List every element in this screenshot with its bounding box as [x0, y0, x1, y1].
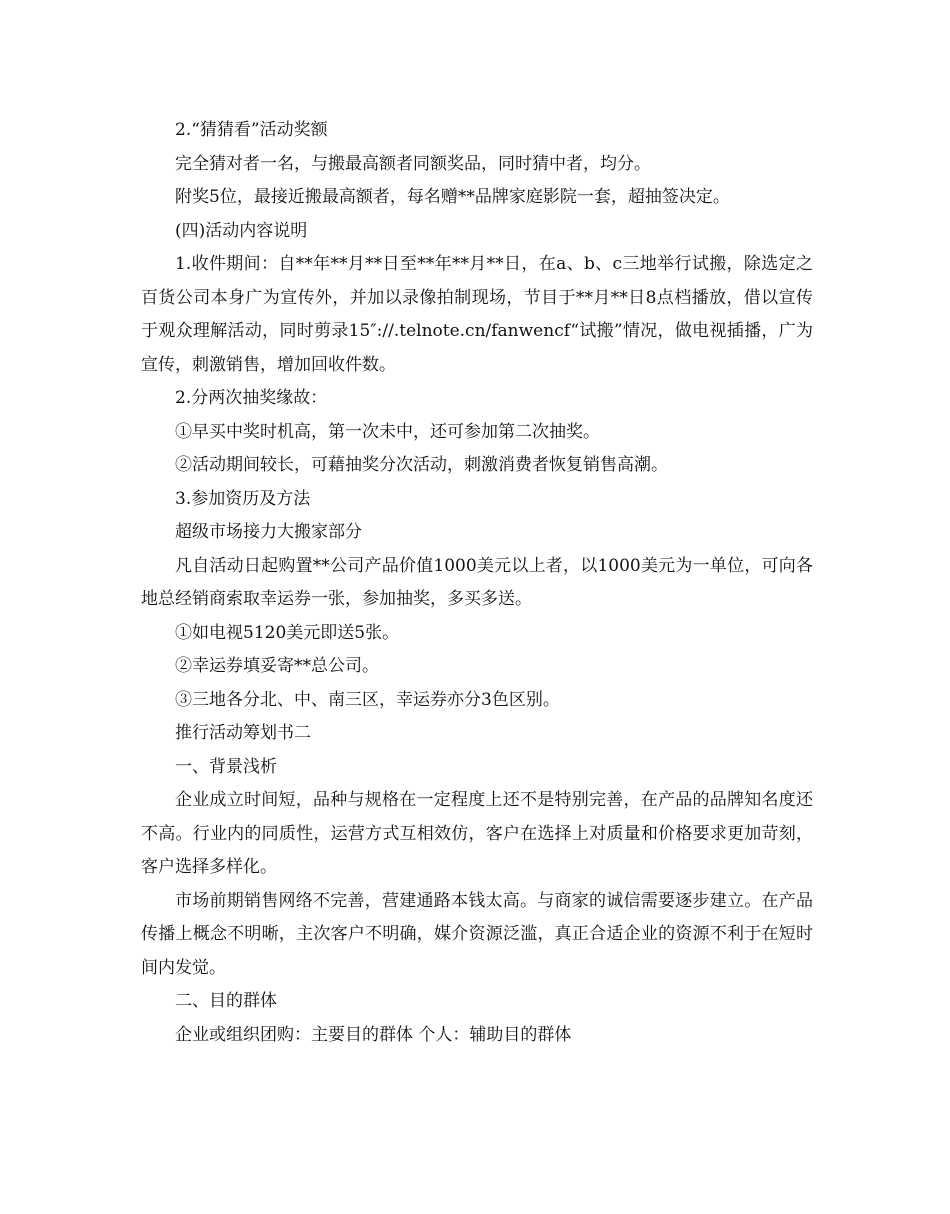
- paragraph: 凡自活动日起购置**公司产品价值1000美元以上者，以1000美元为一单位，可向各地总经销商索取幸运券一张，参加抽奖，多买多送。: [141, 555, 813, 609]
- document-body: [141, 114, 813, 1052]
- paragraph: 市场前期销售网络不完善，营建通路本钱太高。与商家的诚信需要逐步建立。在产品传播上概念不明晰，主次客户不明确，媒介资源泛滥，真正合适企业的资源不利于在短时间内发觉。: [141, 890, 813, 978]
- section-heading: 推行活动筹划书二: [175, 723, 311, 743]
- paragraph: ②幸运券填妥寄**总公司。: [175, 656, 379, 676]
- paragraph: 3.参加资历及方法: [175, 488, 311, 509]
- paragraph: 1.收件期间：自**年**月**日至**年**月**日，在a、b、c三地举行试搬，除选定之百货公司本身广为宣传外，并加以录像拍制现场，节目于**月**日8点档播放，借以宣传于观众理解活动，同时剪录15″://.telnote.cn/fanwencf“试搬”情况，做电视插播，广为宣传，刺激销售，增加回收件数。: [141, 254, 813, 375]
- paragraph: ①如电视5120美元即送5张。: [175, 622, 400, 643]
- paragraph: 企业或组织团购：主要目的群体 个人：辅助目的群体: [175, 1024, 572, 1045]
- paragraph: 完全猜对者一名，与搬最高额者同额奖品，同时猜中者，均分。: [175, 153, 651, 174]
- paragraph: 企业成立时间短，品种与规格在一定程度上还不是特别完善，在产品的品牌知名度还不高。行业内的同质性，运营方式互相效仿，客户在选择上对质量和价格要求更加苛刻，客户选择多样化。: [141, 790, 813, 877]
- paragraph: 超级市场接力大搬家部分: [175, 522, 362, 542]
- paragraph: 2.分两次抽奖缘故：: [175, 388, 328, 408]
- paragraph: ①早买中奖时机高，第一次未中，还可参加第二次抽奖。: [175, 421, 600, 442]
- paragraph: ②活动期间较长，可藉抽奖分次活动，刺激消费者恢复销售高潮。: [175, 455, 668, 475]
- paragraph: 附奖5位，最接近搬最高额者，每名赠**品牌家庭影院一套，超抽签决定。: [175, 187, 730, 207]
- section-heading: 一、背景浅析: [175, 756, 277, 777]
- paragraph: 2.“猜猜看”活动奖额: [175, 120, 328, 140]
- paragraph: ③三地各分北、中、南三区，幸运券亦分3色区别。: [175, 689, 560, 710]
- paragraph: (四)活动内容说明: [175, 220, 308, 241]
- section-heading: 二、目的群体: [175, 991, 277, 1011]
